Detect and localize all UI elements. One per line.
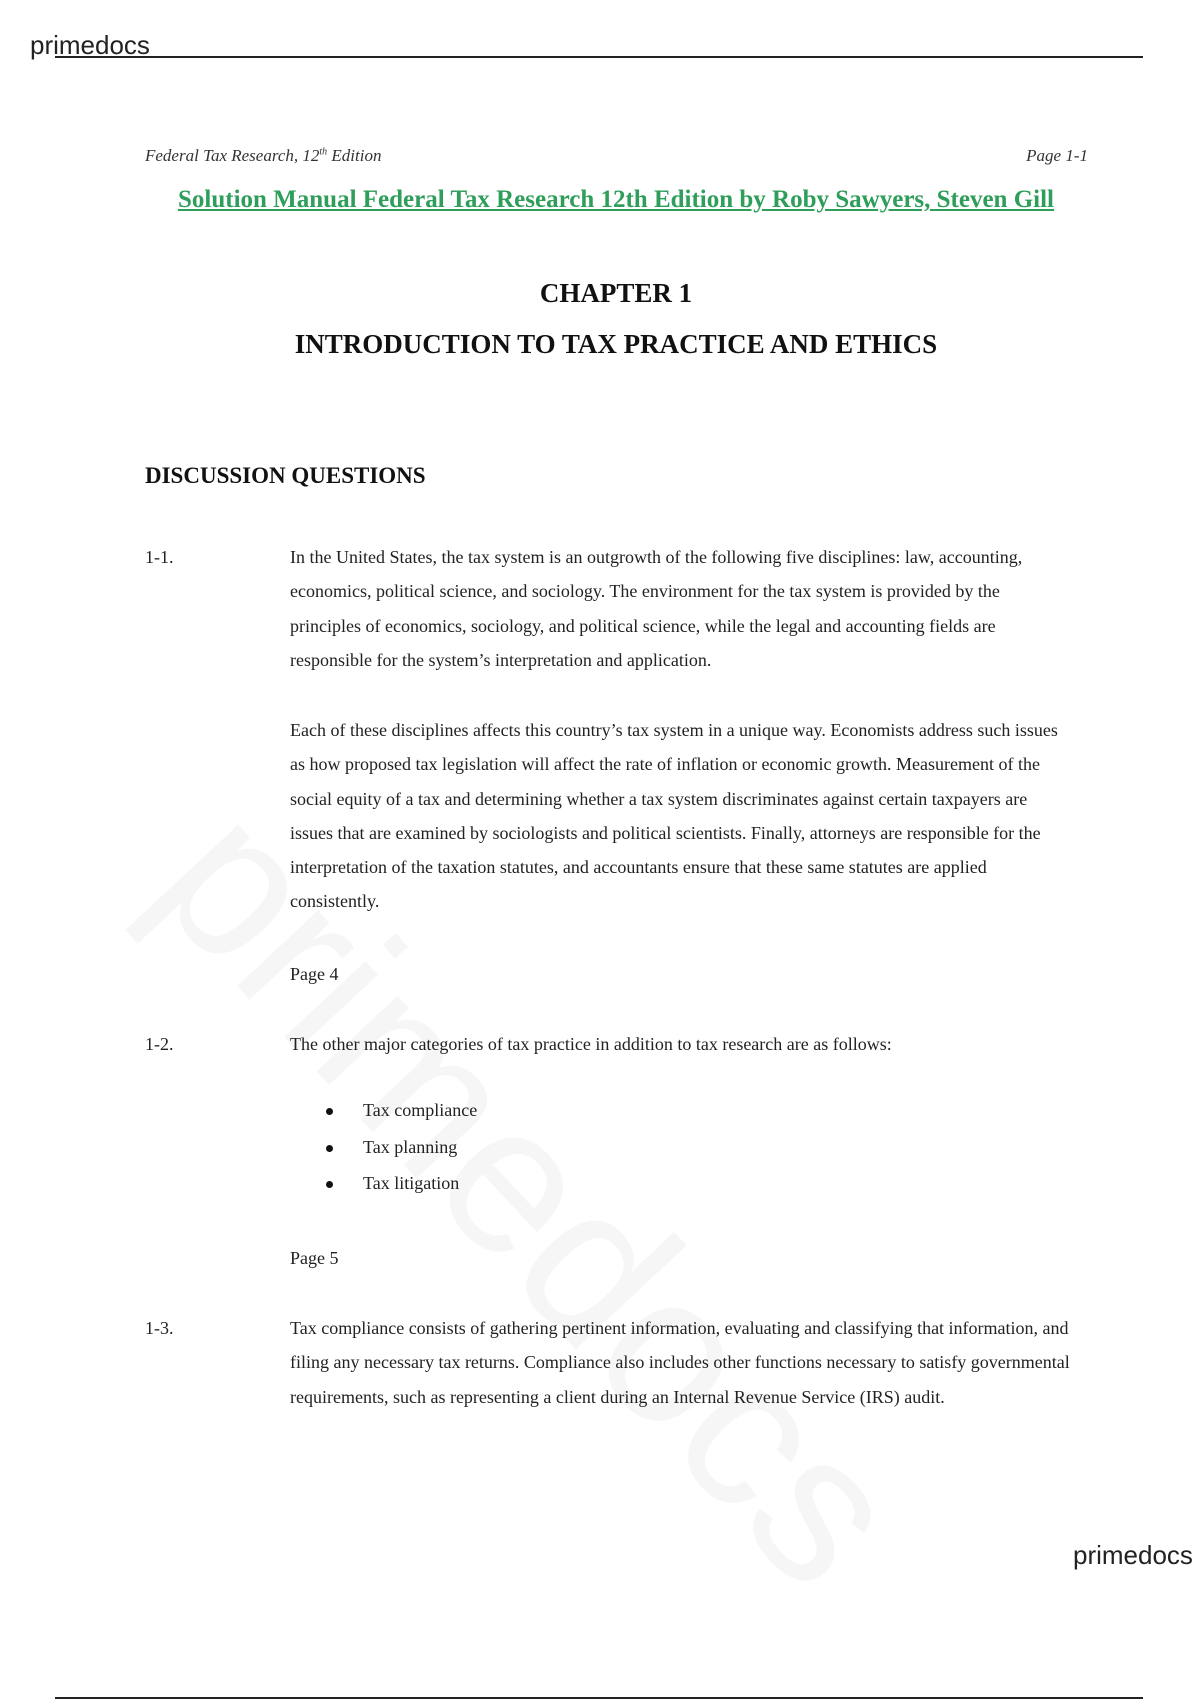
running-head-book: Federal Tax Research, 12 [145,146,320,165]
brand-logo-bottom: primedocs [1073,1540,1193,1570]
answer-paragraph: The other major categories of tax practice in addition to tax research are as follows: [290,1034,892,1054]
bullet-icon [326,1108,333,1115]
running-head-superscript: th [319,146,328,158]
list-item [290,1137,477,1174]
list-item-text: Tax litigation [363,1173,460,1193]
question-number: 1-3. [145,1318,174,1338]
page-reference: Page 5 [290,1248,339,1268]
list-item [290,1100,477,1137]
answer-paragraph: Tax compliance consists of gathering pertinent information, evaluating and classifying that information, and filing any necessary tax returns. Compliance also includes other functions necessary to satisfy governmental requirements, such as representing a client during an Internal Revenue Service (IRS) audit. [290,1318,1070,1407]
running-head-left [145,146,381,166]
top-divider [55,56,1143,58]
bullet-list [290,1100,477,1210]
question-number: 1-2. [145,1034,174,1054]
page-reference: Page 4 [290,964,339,984]
running-head-page: Page 1-1 [1026,146,1088,165]
brand-logo-top: primedocs [30,30,150,60]
section-heading: DISCUSSION QUESTIONS [145,463,426,488]
list-item [290,1173,477,1210]
bullet-icon [326,1181,333,1188]
answer-paragraph: In the United States, the tax system is an outgrowth of the following five disciplines: law, accounting, economics, political science, and sociology. The environment for the tax system is provided by the principles of economics, sociology, and political science, while the legal and accounting fields are responsible for the system’s interpretation and application. [290,547,1023,670]
running-head-edition: Edition [327,146,382,165]
answer-paragraph: Each of these disciplines affects this country’s tax system in a unique way. Economists address such issues as how proposed tax legislation will affect the rate of inflation or economic growth. Measurement of the social equity of a tax and determining whether a tax system discriminates against certain taxpayers are issues that are examined by sociologists and political scientists. Finally, attorneys are responsible for the interpretation of the taxation statutes, and accountants ensure that these same statutes are applied consistently. [290,720,1058,912]
question-number: 1-1. [145,547,174,567]
document-title-link[interactable]: Solution Manual Federal Tax Research 12th Edition by Roby Sawyers, Steven Gill [177,186,1054,213]
bottom-divider [55,1697,1143,1699]
chapter-title: INTRODUCTION TO TAX PRACTICE AND ETHICS [294,329,938,359]
list-item-text: Tax compliance [363,1100,478,1120]
list-item-text: Tax planning [363,1136,458,1157]
bullet-icon [326,1145,333,1152]
chapter-number: CHAPTER 1 [539,278,693,308]
